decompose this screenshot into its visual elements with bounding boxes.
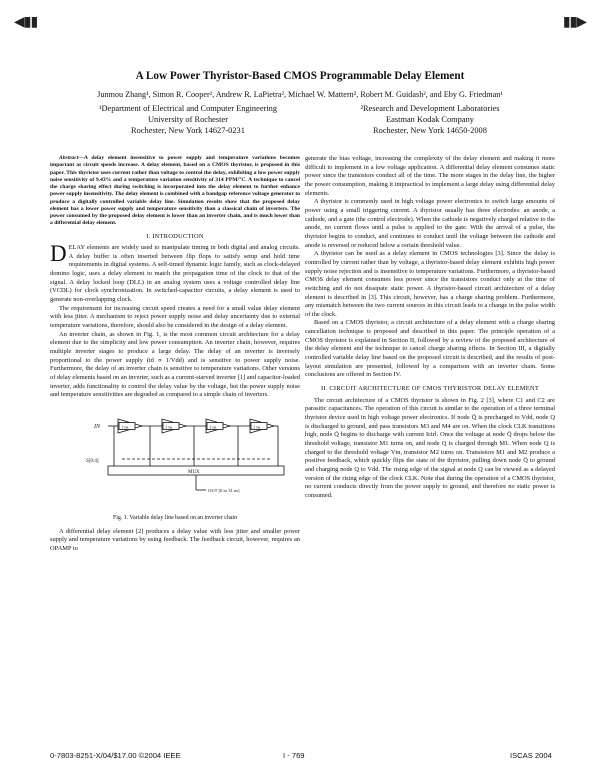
previous-page-button[interactable]: ◀▮▮ [14,14,38,30]
affiliation-rochester [88,104,288,136]
footer-copyright: 0-7803-8251-X/04/$17.00 ©2004 IEEE [50,751,181,760]
author-list: Junmou Zhang¹, Simon R. Cooper², Andrew R. LaPietra², Michael W. Mattern², Robert M. Guidash², and Eby G. Friedman¹ [97,90,503,99]
abstract-label: Abstract— [59,155,84,161]
affiliation-kodak [330,104,530,136]
intro-paragraph-1 [50,241,300,305]
label-mux: MUX [188,469,200,475]
affiliation-line: Eastman Kodak Company [386,114,474,124]
label-out: OUT [0 to 31 ns] [208,487,240,493]
affiliation-line: University of Rochester [147,114,228,124]
left-paragraph-4: A differential delay element [2] produces a delay value with less jitter and smaller power supply and temperature variations by using feedback. The feedback circuit, however, requires an OPAMP to [50,527,300,552]
figure-1-caption: Fig. 1. Variable delay line based on an inverter chain [112,514,238,521]
intro-paragraph-2: The requirement for increasing circuit speed creates a need for a small value delay element with less jitter. A mechanism to reject power supply noise and delay uncertainty due to external temperature variations, therefore, should also be considered in the design of a delay element. [50,304,300,330]
section-heading-architecture: II. CIRCUIT ARCHITECTURE OF CMOS THYRISTOR DELAY ELEMENT [320,385,539,393]
affiliation-line: Rochester, New York 14627-0231 [131,125,245,135]
right-paragraph-3: A thyristor can be used as a delay element in CMOS technologies [3]. Since the delay is controlled by current rather than by voltage, a thyristor-based delay element exhibits high power supply noise rejection and is insensitive to temperature variations. Furthermore, a thyristor-based CMOS delay element consumes less power since the transistors conduct only at the time of switching and do not dissipate static power. A thyristor-based circuit architecture of a delay element is described in [3]. This circuit, however, has a charge sharing problem. Furthermore, any mismatch between the two current sources in this circuit leads to a change in the pulse width of the clock. [305,250,555,318]
right-paragraph-4: Based on a CMOS thyristor, a circuit architecture of a delay element with a charge sharing cancellation technique is proposed and described in this paper. The principle operation of a CMOS thyristor is explained in Section II, followed by a review of the proposed architecture of the delay element and the technique to cancel charge sharing effects. In Section III, a digitally controlled variable delay line based on the proposed circuit is described, and the results of post-layout simulation are presented, followed by a comparison with an inverter chain. Some conclusions are offered in Section IV. [305,319,555,379]
intro-paragraph-3: An inverter chain, as shown in Fig. 1, is the most common circuit architecture for a delay element due to the simplicity and low power consumption. An inverter chain, however, requires multiple inverter stages to produce a large delay. The delay of an inverter is inversely proportional to the power supply (td ∝ 1/Vdd) and is sensitive to power supply noise. Furthermore, the delay of an inverter chain is sensitive to temperature variations. Other versions of delay elements based on an inverter, such as a current-starved inverter [1] and capacitor-loaded inverter, adds functionality to control the delay value by the voltage, but the power supply noise and temperature sensitivities are degraded as compared to a simple chain of inverters. [50,330,300,399]
abstract [50,155,300,228]
stage-4-label: 1 ns [253,424,261,430]
paper-title: A Low Power Thyristor-Based CMOS Programmable Delay Element [135,70,465,82]
right-paragraph-1: generate the bias voltage, increasing the complexity of the delay element and making it more difficult to implement in a low voltage application. A differential delay element consumes static power since the transistors conduct all of the time. The more stages in the delay line, the higher the power consumption, making it impractical to implement a large delay using differential delay elements. [305,155,555,197]
footer-venue: ISCAS 2004 [510,751,552,760]
affiliation-line: ²Research and Development Laboratories [360,104,500,113]
left-column [50,155,300,554]
right-column [305,155,555,501]
inverter-chain-diagram [50,404,300,512]
figure-1 [50,404,300,512]
right-paragraph-5: The circuit architecture of a CMOS thyristor is shown in Fig. 2 [3], where C1 and C2 are parasitic capacitances. The operation of this circuit is similar to the operation of a three terminal thyristor device used in high voltage power electronics. If node Q̄ is precharged to Vdd, node Q is discharged to ground, and pass transistors M3 and M4 are on. When the clock CLK transitions high, node Q̄ begins to discharge with current Ictrl. Once the voltage at node Q̄ drops below the threshold voltage, transistor M1 turns on, and node Q is charged through M1. When node Q is charged to the threshold voltage Vtn, transistor M2 turns on. Transistors M1 and M2 produce a positive feedback, which quickly flips the state of the thyristor, pulling down node Q̄ to ground and charging node Q to Vdd. The rising edge of the signal at node Q can be viewed as a delayed version of the rising edge of the clock CLK. Note that during the operation of a CMOS thyristor, no current conducts directly from the power supply to ground, and therefore no static power is consumed. [305,396,555,499]
next-page-button[interactable]: ▮▮▶ [562,14,586,30]
stage-2-label: 1 ns [165,424,173,430]
stage-1-label: 1 ns [121,424,129,430]
section-heading-introduction: I. INTRODUCTION [146,232,204,240]
label-in: IN [94,423,100,430]
stage-3-label: 1 ns [209,424,217,430]
footer-page-number: I - 769 [283,751,305,760]
right-paragraph-2: A thyristor is commonly used in high voltage power electronics to switch large amounts of power using a small triggering current. A thyristor usually has three electrodes: an anode, a cathode, and a gate (the control electrode). When the cathode is negatively charged relative to the anode, no current flows until a pulse is applied to the gate. With the arrival of a pulse, the thyristor begins to conduct, and continues to conduct until the voltage between the cathode and anode is reversed or reduced below a certain threshold value. [305,198,555,249]
drop-cap: D [50,241,67,267]
paragraph-text: ELAY elements are widely used to manipulate timing in both digital and analog circuits. A delay buffer is often inserted between flip flops to satisfy setup and hold time requirements in digital systems. A self-timed dynamic logic family, such as clock-delayed domino logic, uses a delay element to match the propagation time of the clock to that of the signal. A delay locked loop (DLL) in an analog system uses a voltage controlled delay line (VCDL) for clock synchronization. In switched-capacitor circuits, a delay element is used to generate non-overlapping clock. [50,244,300,304]
affiliation-line: Rochester, New York 14650-2008 [373,125,487,135]
abstract-text: A delay element insensitive to power supply and temperature variations becomes important as circuit speeds increase. A delay element, based on a CMOS thyristor, is proposed in this paper. This thyristor uses current rather than voltage to control the delay, exhibiting a low power supply noise sensitivity of 9.43% and a temperature variation sensitivity of 314 PPM/°C. A technique to cancel the charge sharing effect during switching is incorporated into the delay element to further enhance power supply insensitivity. The delay element is combined with a bandgap reference voltage generator to produce a digitally controlled variable delay line. Simulation results show that the proposed delay element has a lower power supply and temperature sensitivity than a classical chain of inverters. The power consumed by the proposed delay element is lower than an inverter chain, and is much lower than a differential delay element. [50,155,300,227]
affiliation-line: ¹Department of Electrical and Computer Engineering [98,104,278,113]
label-select: S[0:4] [86,458,99,464]
